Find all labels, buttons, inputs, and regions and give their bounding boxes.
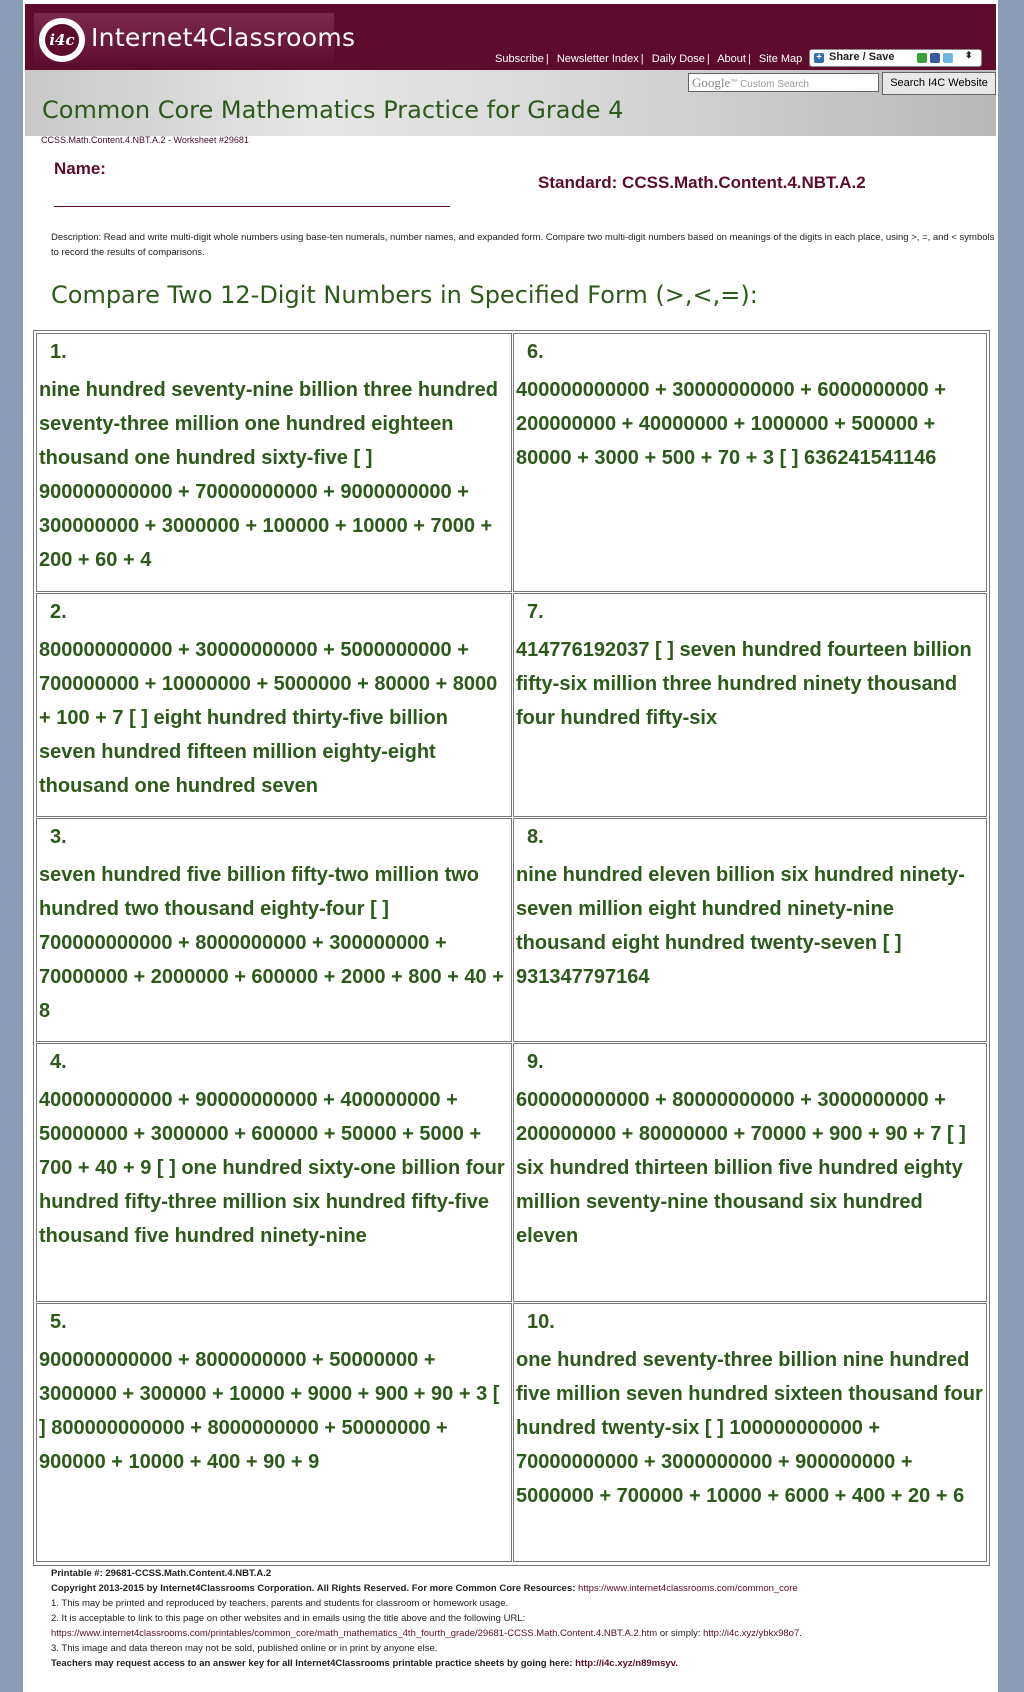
question-number: 2.	[50, 601, 67, 623]
page	[23, 0, 998, 1692]
question-cell	[513, 333, 987, 592]
question-cell	[513, 593, 987, 817]
question-cell	[36, 333, 512, 592]
footer	[51, 1566, 991, 1671]
link-site-map[interactable]: Site Map	[758, 53, 803, 65]
link-subscribe[interactable]: Subscribe	[495, 53, 544, 65]
search-button[interactable]: Search I4C Website	[882, 72, 996, 95]
or-simply-text: or simply:	[659, 1628, 701, 1639]
logo-badge-icon	[39, 18, 85, 62]
twitter-icon[interactable]	[943, 53, 953, 63]
question-number: 10.	[527, 1311, 555, 1333]
question-cell	[513, 818, 987, 1042]
question-text: 900000000000 + 8000000000 + 50000000 + 3000000 + 300000 + 10000 + 9000 + 900 + 90 + 3 [ ] 800000000000 + 8000000000 + 50000000 + 900000 + 10000 + 400 + 90 + 9	[39, 1349, 500, 1473]
question-text: 414776192037 [ ] seven hundred fourteen billion fifty-six million three hundred ninety thousand four hundred fifty-six	[516, 639, 972, 729]
breadcrumb: CCSS.Math.Content.4.NBT.A.2 - Worksheet #29681	[41, 135, 249, 145]
page-url-row	[51, 1626, 991, 1641]
top-bar	[25, 4, 996, 70]
question-number: 7.	[527, 601, 544, 623]
question-cell	[36, 818, 512, 1042]
site-logo[interactable]	[34, 13, 356, 67]
search-input[interactable]: Google™ Custom Search	[688, 73, 879, 92]
copyright: Copyright 2013-2015 by Internet4Classrooms Corporation. All Rights Reserved. For more Common Core Resources: https://www.internet4classrooms.com/common_core	[51, 1583, 798, 1594]
question-cell	[36, 593, 512, 817]
share-plus-icon: +	[814, 53, 824, 63]
email-share-icon[interactable]	[917, 53, 927, 63]
standard-label: Standard: CCSS.Math.Content.4.NBT.A.2	[538, 173, 866, 192]
question-text: 400000000000 + 90000000000 + 400000000 + 50000000 + 3000000 + 600000 + 50000 + 5000 + 700 + 40 + 9 [ ] one hundred sixty-one billion four hundred fifty-three million six hundred fifty-five thousand five hundred ninety-nine	[39, 1089, 505, 1247]
question-number: 1.	[50, 341, 67, 363]
question-number: 8.	[527, 826, 544, 848]
worksheet-heading: Compare Two 12-Digit Numbers in Specified Form (>,<,=):	[51, 281, 758, 309]
question-number: 3.	[50, 826, 67, 848]
question-text: nine hundred eleven billion six hundred ninety-seven million eight hundred ninety-nine thousand eight hundred twenty-seven [ ] 931347797164	[516, 864, 965, 988]
printable-number: Printable #: 29681-CCSS.Math.Content.4.NBT.A.2	[51, 1568, 272, 1579]
question-grid	[33, 330, 990, 1566]
share-label: Share / Save	[829, 51, 895, 63]
note-3: 3. This image and data thereon may not be sold, published online or in print by anyone else.	[51, 1643, 438, 1654]
note-2: 2. It is acceptable to link to this page on other websites and in emails using the title above and the following URL:	[51, 1613, 526, 1624]
answer-key-link[interactable]: http://i4c.xyz/n89msyv.	[575, 1658, 678, 1669]
question-text: seven hundred five billion fifty-two million two hundred two thousand eighty-four [ ] 700000000000 + 8000000000 + 300000000 + 70000000 + 2000000 + 600000 + 2000 + 800 + 40 + 8	[39, 864, 504, 1022]
question-number: 6.	[527, 341, 544, 363]
question-number: 4.	[50, 1051, 67, 1073]
common-core-link[interactable]: https://www.internet4classrooms.com/common_core	[578, 1583, 798, 1594]
question-cell	[513, 1043, 987, 1302]
facebook-icon[interactable]	[930, 53, 940, 63]
google-logo: Google	[692, 75, 731, 90]
question-cell	[36, 1043, 512, 1302]
page-title: Common Core Mathematics Practice for Grade 4	[42, 96, 624, 124]
logo-badge-text: i4c	[45, 24, 79, 56]
top-links: Subscribe | Newsletter Index | Daily Dose | About | Site Map	[495, 53, 803, 65]
page-url-link[interactable]: https://www.internet4classrooms.com/printables/common_core/math_mathematics_4th_fourth_grade/29681-CCSS.Math.Content.4.NBT.A.2.htm	[51, 1628, 658, 1639]
link-newsletter-index[interactable]: Newsletter Index	[556, 53, 639, 65]
name-label: Name:	[54, 159, 106, 178]
name-underline	[54, 206, 450, 207]
question-text: 600000000000 + 80000000000 + 3000000000 + 200000000 + 80000000 + 70000 + 900 + 90 + 7 [ ] six hundred thirteen billion five hundred eighty million seventy-nine thousand six hundred eleven	[516, 1089, 966, 1247]
question-number: 9.	[527, 1051, 544, 1073]
question-text: 800000000000 + 30000000000 + 5000000000 + 700000000 + 10000000 + 5000000 + 80000 + 8000 + 100 + 7 [ ] eight hundred thirty-five billion seven hundred fifteen million eighty-eight thousand one hundred seven	[39, 639, 498, 797]
note-1: 1. This may be printed and reproduced by teachers, parents and students for classroom or homework usage.	[51, 1598, 509, 1609]
question-text: one hundred seventy-three billion nine hundred five million seven hundred sixteen thousand four hundred twenty-six [ ] 100000000000 + 70000000000 + 3000000000 + 900000000 + 5000000 + 700000 + 10000 + 6000 + 400 + 20 + 6	[516, 1349, 983, 1507]
answer-key-row: Teachers may request access to an answer key for all Internet4Classrooms printable practice sheets by going here: http://i4c.xyz/n89msyv.	[51, 1658, 678, 1669]
question-text: nine hundred seventy-nine billion three hundred seventy-three million one hundred eighteen thousand one hundred sixty-five [ ] 900000000000 + 70000000000 + 9000000000 + 300000000 + 3000000 + 100000 + 10000 + 7000 + 200 + 60 + 4	[39, 379, 498, 571]
share-save-button[interactable]	[809, 49, 982, 67]
question-text: 400000000000 + 30000000000 + 6000000000 + 200000000 + 40000000 + 1000000 + 500000 + 80000 + 3000 + 500 + 70 + 3 [ ] 636241541146	[516, 379, 946, 469]
link-about[interactable]: About	[717, 53, 746, 65]
question-number: 5.	[50, 1311, 67, 1333]
link-daily-dose[interactable]: Daily Dose	[651, 53, 705, 65]
search-placeholder: Custom Search	[740, 79, 809, 90]
short-url-link[interactable]: http://i4c.xyz/ybkx98o7.	[703, 1628, 802, 1639]
dropdown-arrows-icon[interactable]: ⬍	[965, 50, 973, 60]
logo-text: Internet4Classrooms	[91, 23, 356, 52]
description: Description: Read and write multi-digit whole numbers using base-ten numerals, number names, and expanded form. Compare two multi-digit numbers based on meanings of the digits in each place, using >, =, and < symbols to record the results of comparisons.	[51, 232, 995, 258]
question-cell	[513, 1303, 987, 1562]
question-cell	[36, 1303, 512, 1562]
